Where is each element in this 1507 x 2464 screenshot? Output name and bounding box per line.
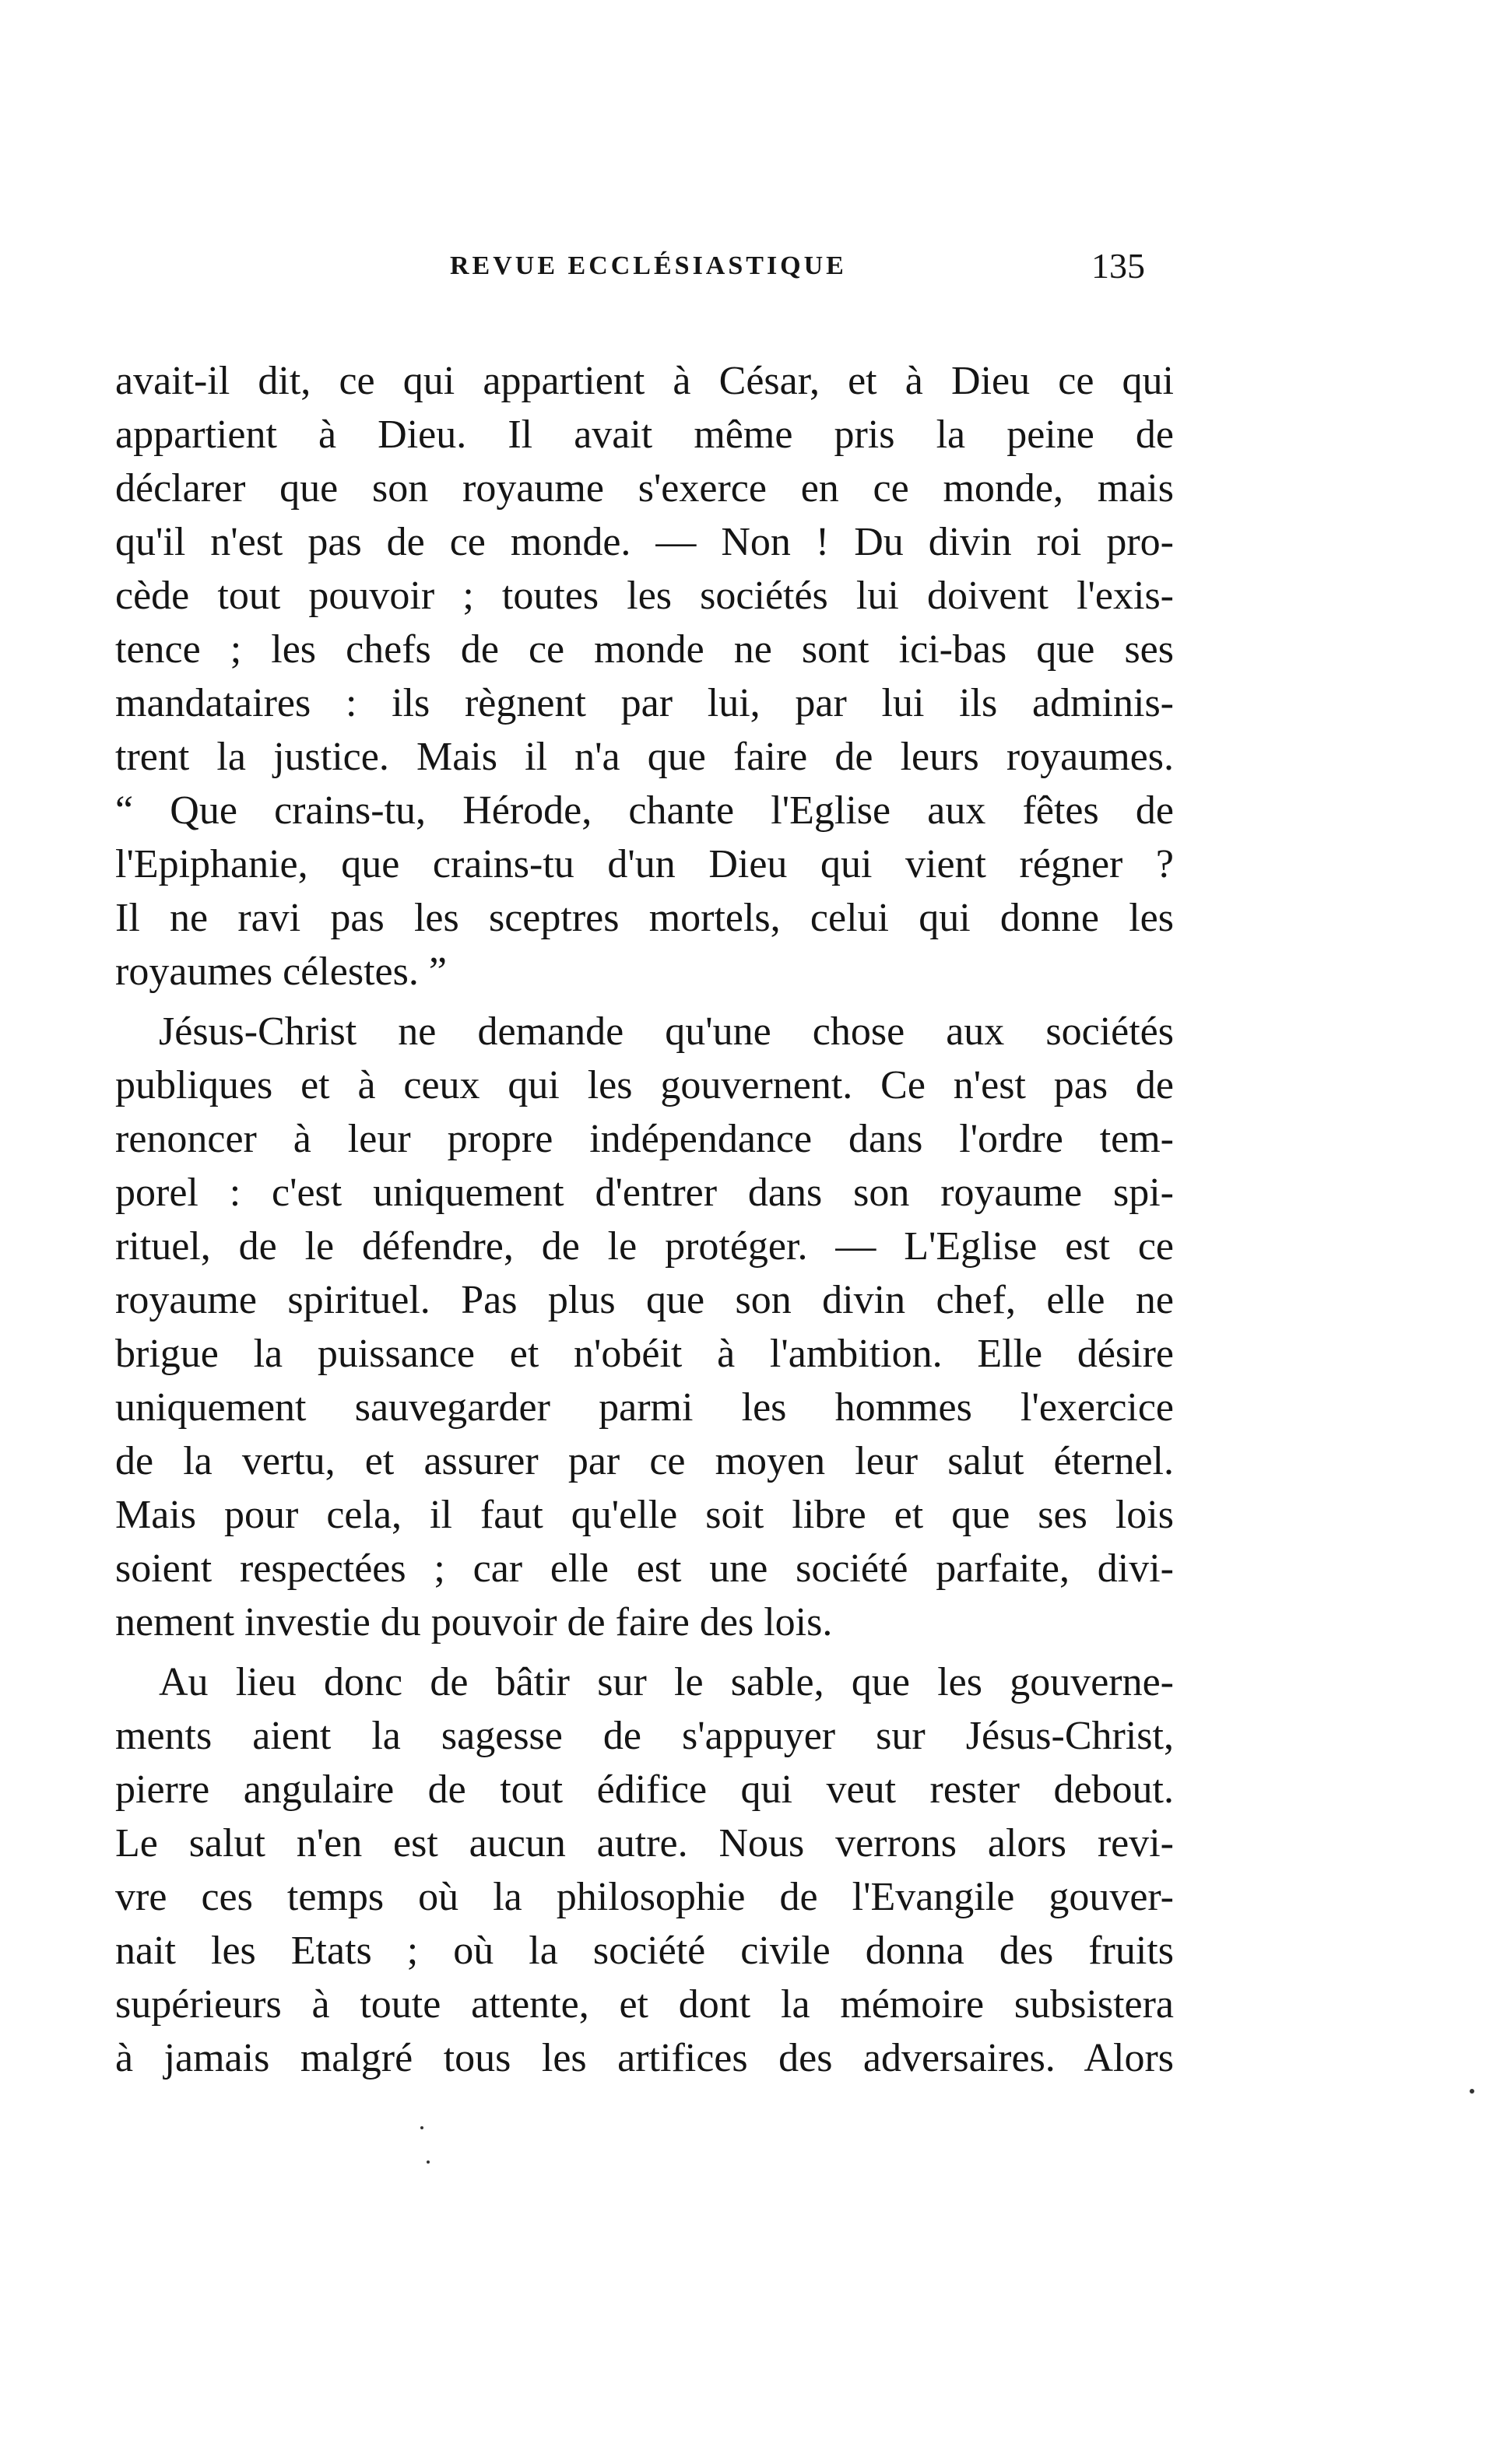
text-line: publiques et à ceux qui les gouvernent. Ce n'est pas de [115,1063,1174,1107]
text-line: mandataires : ils règnent par lui, par lui ils adminis- [115,681,1174,725]
text-line: tence ; les chefs de ce monde ne sont ici-bas que ses [115,627,1174,672]
scan-speck [427,2160,430,2164]
text-line: trent la justice. Mais il n'a que faire de leurs royaumes. [115,735,1174,779]
text-line: uniquement sauvegarder parmi les hommes l'exercice [115,1385,1174,1430]
running-title: REVUE ECCLÉSIASTIQUE [450,251,847,280]
text-line: vre ces temps où la philosophie de l'Evangile gouver- [115,1875,1174,1919]
text-line: cède tout pouvoir ; toutes les sociétés lui doivent l'exis- [115,574,1174,618]
text-line: rituel, de le défendre, de le protéger. — L'Eglise est ce [115,1224,1174,1269]
paragraph-3 [115,1655,1174,2085]
text-line: qu'il n'est pas de ce monde. — Non ! Du divin roi pro- [115,520,1174,564]
text-line: Le salut n'en est aucun autre. Nous verrons alors revi- [115,1821,1174,1866]
text-line: déclarer que son royaume s'exerce en ce monde, mais [115,466,1174,511]
text-line: brigue la puissance et n'obéit à l'ambition. Elle désire [115,1332,1174,1376]
text-line: nait les Etats ; où la société civile donna des fruits [115,1929,1174,1973]
text-line: ments aient la sagesse de s'appuyer sur Jésus-Christ, [115,1714,1174,1758]
text-line: “ Que crains-tu, Hérode, chante l'Eglise aux fêtes de [115,788,1174,833]
text-line: soient respectées ; car elle est une société parfaite, divi- [115,1546,1174,1591]
text-line: nement investie du pouvoir de faire des lois. [115,1600,833,1644]
text-line: Au lieu donc de bâtir sur le sable, que les gouverne- [159,1660,1174,1704]
text-line: Mais pour cela, il faut qu'elle soit libre et que ses lois [115,1493,1174,1537]
text-line: l'Epiphanie, que crains-tu d'un Dieu qui vient régner ? [115,842,1174,886]
scan-speck [1470,2089,1474,2094]
scan-speck [420,2126,423,2129]
text-line: Il ne ravi pas les sceptres mortels, celui qui donne les [115,896,1174,940]
text-line: de la vertu, et assurer par ce moyen leur salut éternel. [115,1439,1174,1483]
text-line: à jamais malgré tous les artifices des adversaires. Alors [115,2036,1174,2080]
text-line: porel : c'est uniquement d'entrer dans son royaume spi- [115,1171,1174,1215]
text-line: Jésus-Christ ne demande qu'une chose aux sociétés [159,1009,1174,1054]
text-line: appartient à Dieu. Il avait même pris la peine de [115,412,1174,457]
paragraph-1 [115,354,1174,999]
text-line: pierre angulaire de tout édifice qui veut rester debout. [115,1767,1174,1812]
text-line: royaume spirituel. Pas plus que son divin chef, elle ne [115,1278,1174,1322]
text-line: avait-il dit, ce qui appartient à César, et à Dieu ce qui [115,359,1174,403]
text-body [115,354,1174,2085]
running-head [0,245,1507,292]
paragraph-2 [115,1005,1174,1649]
text-line: renoncer à leur propre indépendance dans l'ordre tem- [115,1117,1174,1161]
page-number: 135 [1091,246,1145,286]
text-line: supérieurs à toute attente, et dont la mémoire subsistera [115,1982,1174,2027]
text-line: royaumes célestes. ” [115,949,447,994]
